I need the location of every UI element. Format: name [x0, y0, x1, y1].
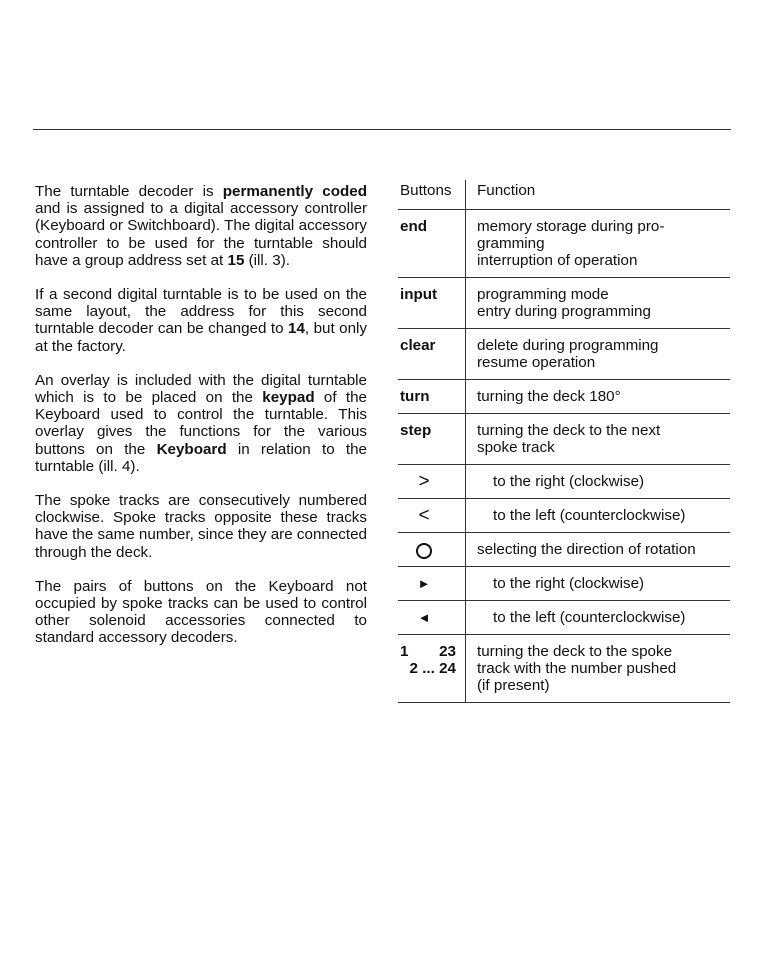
function-text: selecting the direction of rotation: [477, 541, 696, 558]
button-label: clear: [400, 337, 436, 354]
triangle-right-icon: ►: [417, 576, 431, 591]
row-divider: [398, 634, 730, 635]
paragraph-2: If a second digital turntable is to be used on the same layout, the address for this second turntable decoder can be changed to 14, but only at the factory.: [35, 286, 367, 355]
function-text: turning the deck to the spoke track with the number pushed (if present): [477, 643, 677, 694]
function-text: delete during programming resume operation: [477, 337, 659, 371]
row-divider: [398, 277, 730, 278]
paragraph-1: The turntable decoder is permanently coded and is assigned to a digital accessory controller (Keyboard or Switchboard). The digital accessory controller to be used for the turntable should have a group address set at 15 (ill. 3).: [35, 183, 367, 269]
function-text: to the right (clockwise): [493, 473, 645, 490]
row-divider: [398, 600, 730, 601]
function-text: to the right (clockwise): [493, 575, 645, 592]
function-text: turning the deck 180°: [477, 388, 621, 405]
function-text: programming mode entry during programming: [477, 286, 651, 320]
paragraph-5: The pairs of buttons on the Keyboard not occupied by spoke tracks can be used to control other solenoid accessories connected to standard accessory decoders.: [35, 577, 367, 647]
function-text: to the left (counterclockwise): [493, 609, 686, 626]
table-column-divider: [465, 180, 466, 703]
paragraph-3: An overlay is included with the digital turntable which is to be placed on the keypad of the Keyboard used to control the turntable. This overlay gives the functions for the various buttons on the Keyboard in relation to the turntable (ill. 4).: [35, 371, 368, 475]
button-label: 1 23 2 ... 24: [400, 643, 456, 677]
button-label: turn: [400, 388, 430, 405]
header-buttons: Buttons: [400, 182, 452, 199]
chevron-right-icon: >: [418, 471, 430, 492]
row-divider: [398, 328, 730, 329]
function-text: turning the deck to the next spoke track: [477, 422, 661, 456]
body-text-column: [35, 183, 367, 664]
button-label: step: [400, 422, 432, 439]
row-divider: [398, 498, 730, 499]
circle-icon: [398, 541, 450, 563]
row-divider: [398, 209, 730, 210]
row-divider: [398, 702, 730, 703]
top-rule: [33, 129, 731, 130]
row-divider: [398, 379, 730, 380]
chevron-left-icon: <: [418, 505, 430, 526]
row-divider: [398, 566, 730, 567]
row-divider: [398, 532, 730, 533]
button-label: end: [400, 218, 428, 235]
row-divider: [398, 413, 730, 414]
button-label: input: [400, 286, 438, 303]
triangle-left-icon: ◄: [417, 610, 431, 625]
header-function: Function: [477, 182, 536, 199]
row-divider: [398, 464, 730, 465]
function-text: memory storage during pro- gramming interruption of operation: [477, 218, 665, 269]
function-text: to the left (counterclockwise): [493, 507, 686, 524]
paragraph-4: The spoke tracks are consecutively numbered clockwise. Spoke tracks opposite these tracks have the same number, since they are connected through the deck.: [35, 492, 367, 561]
